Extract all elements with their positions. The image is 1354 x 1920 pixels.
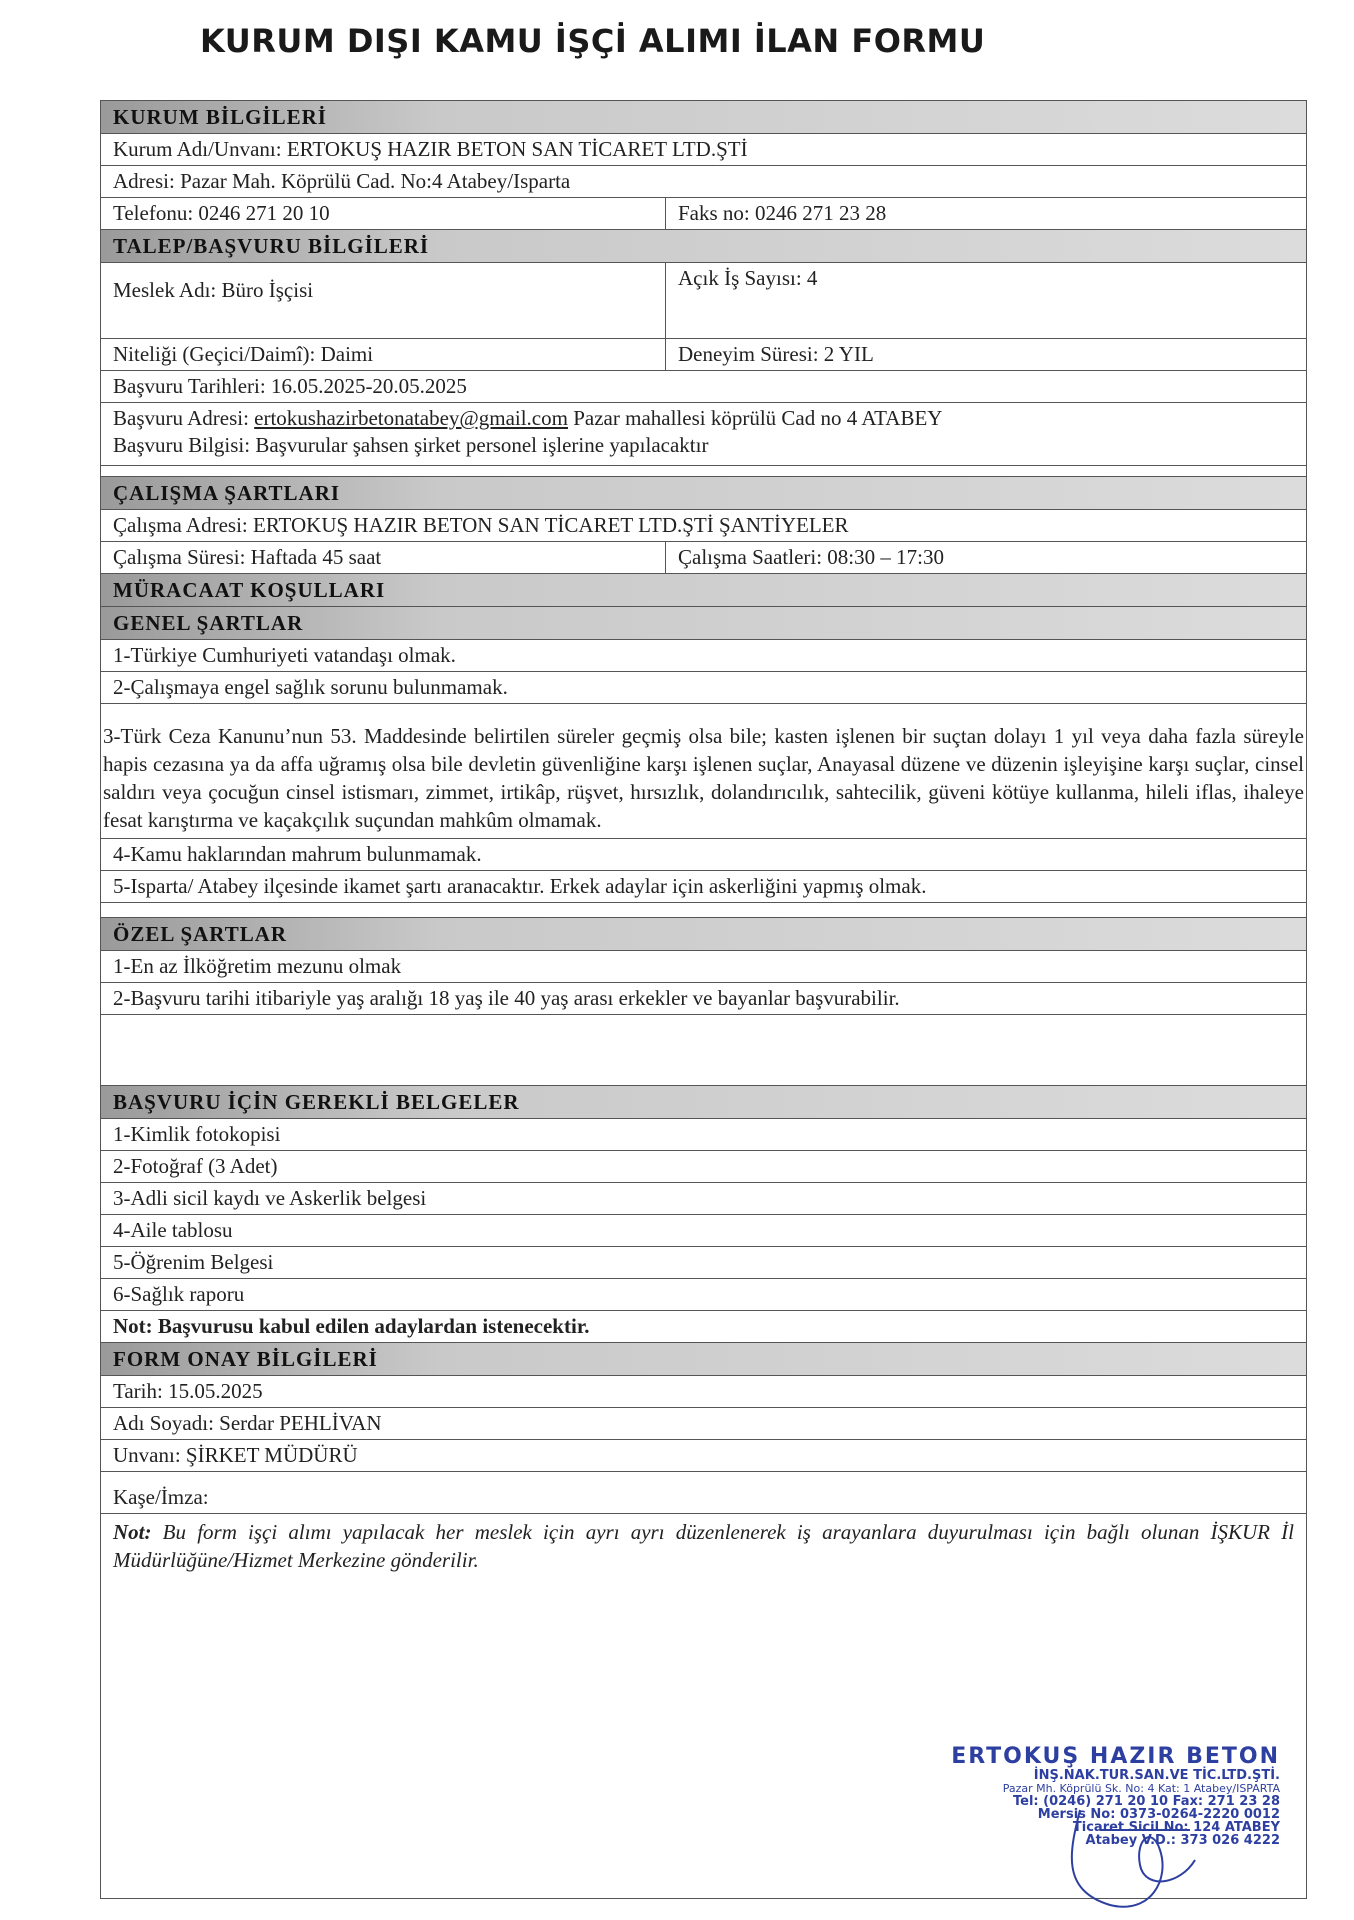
talep-meslek-row bbox=[101, 263, 1306, 339]
section-calisma: ÇALIŞMA ŞARTLARI bbox=[101, 477, 1306, 510]
stamp-line6: Atabey V.D.: 373 026 4222 bbox=[1085, 1833, 1280, 1848]
onay-not-text: Bu form işçi alımı yapılacak her meslek için ayrı ayrı düzenlenerek iş arayanlara duyurulması için bağlı olunan İŞKUR İl Müdürlüğüne/Hizmet Merkezine gönderilir. bbox=[113, 1520, 1294, 1572]
form-title: KURUM DIŞI KAMU İŞÇİ ALIMI İLAN FORMU bbox=[200, 22, 986, 60]
belge-1: 1-Kimlik fotokopisi bbox=[101, 1119, 1306, 1151]
talep-adres-rest: Pazar mahallesi köprülü Cad no 4 ATABEY bbox=[567, 406, 943, 430]
stamp-line5: Ticaret Sicil No: 124 ATABEY bbox=[1072, 1820, 1280, 1835]
onay-not-label: Not: bbox=[113, 1520, 152, 1544]
belgeler-not: Not: Başvurusu kabul edilen adaylardan istenecektir. bbox=[101, 1311, 1306, 1343]
signature-icon bbox=[1040, 1790, 1240, 1920]
calisma-sure-row bbox=[101, 542, 1306, 574]
stamp-line4: Mersis No: 0373-0264-2220 0012 bbox=[1037, 1807, 1280, 1822]
job-posting-form bbox=[100, 100, 1307, 1899]
genel-sart-3: 3-Türk Ceza Kanunu’nun 53. Maddesinde belirtilen süreler geçmiş olsa bile; kasten işlenen bir suçtan dolayı 1 yıl veya daha fazla süreyle hapis cezasına ya da affa uğramış olsa bile devletin güvenliğine karşı işlenen suçlar, Anayasal düzene ve düzenin işleyişine karşı suçlar, cinsel saldırı veya çocuğun cinsel istismarı, zimmet, irtikâp, rüşvet, hırsızlık, dolandırıcılık, sahtecilik, güveni kötüye kullanma, hileli iflas, ihaleye fesat karıştırma ve kaçakçılık suçundan mahkûm olmamak. bbox=[101, 704, 1306, 839]
belge-5: 5-Öğrenim Belgesi bbox=[101, 1247, 1306, 1279]
section-ozel-sartlar: ÖZEL ŞARTLAR bbox=[101, 918, 1306, 951]
belge-6: 6-Sağlık raporu bbox=[101, 1279, 1306, 1311]
talep-niteligi: Niteliği (Geçici/Daimî): Daimi bbox=[101, 339, 666, 370]
onay-not bbox=[101, 1514, 1306, 1578]
kurum-faks: Faks no: 0246 271 23 28 bbox=[678, 201, 887, 225]
talep-acik-is: Açık İş Sayısı: 4 bbox=[678, 266, 818, 290]
talep-tarihler: Başvuru Tarihleri: 16.05.2025-20.05.2025 bbox=[101, 371, 1306, 403]
section-kurum: KURUM BİLGİLERİ bbox=[101, 101, 1306, 134]
talep-adres bbox=[113, 405, 1294, 432]
talep-meslek: Meslek Adı: Büro İşçisi bbox=[101, 263, 666, 338]
talep-bilgi: Başvuru Bilgisi: Başvurular şahsen şirket personel işlerine yapılacaktır bbox=[113, 433, 709, 457]
ozel-sart-2: 2-Başvuru tarihi itibariyle yaş aralığı 18 yaş ile 40 yaş arası erkekler ve bayanlar başvurabilir. bbox=[101, 983, 1306, 1015]
genel-sart-4: 4-Kamu haklarından mahrum bulunmamak. bbox=[101, 839, 1306, 871]
talep-email-link[interactable]: ertokushazirbetonatabey@gmail.com bbox=[254, 406, 568, 430]
stamp-line2: Pazar Mh. Köprülü Sk. No: 4 Kat: 1 Atabey/ISPARTA bbox=[1002, 1782, 1280, 1795]
talep-deneyim: Deneyim Süresi: 2 YIL bbox=[678, 342, 874, 366]
section-belgeler: BAŞVURU İÇİN GEREKLİ BELGELER bbox=[101, 1086, 1306, 1119]
kurum-adres: Adresi: Pazar Mah. Köprülü Cad. No:4 Atabey/Isparta bbox=[101, 166, 1306, 198]
stamp-line3: Tel: (0246) 271 20 10 Fax: 271 23 28 bbox=[1013, 1794, 1280, 1809]
genel-sart-1: 1-Türkiye Cumhuriyeti vatandaşı olmak. bbox=[101, 640, 1306, 672]
calisma-sure: Çalışma Süresi: Haftada 45 saat bbox=[101, 542, 666, 573]
talep-nitelik-row bbox=[101, 339, 1306, 371]
section-talep: TALEP/BAŞVURU BİLGİLERİ bbox=[101, 230, 1306, 263]
section-muracaat: MÜRACAAT KOŞULLARI bbox=[101, 574, 1306, 607]
stamp-name: ERTOKUŞ HAZIR BETON bbox=[951, 1744, 1280, 1769]
spacer bbox=[101, 466, 1306, 477]
talep-adres-label: Başvuru Adresi: bbox=[113, 406, 255, 430]
section-onay: FORM ONAY BİLGİLERİ bbox=[101, 1343, 1306, 1376]
onay-tarih: Tarih: 15.05.2025 bbox=[101, 1376, 1306, 1408]
kurum-telefon: Telefonu: 0246 271 20 10 bbox=[101, 198, 666, 229]
ozel-sart-1: 1-En az İlköğretim mezunu olmak bbox=[101, 951, 1306, 983]
section-genel-sartlar: GENEL ŞARTLAR bbox=[101, 607, 1306, 640]
belge-2: 2-Fotoğraf (3 Adet) bbox=[101, 1151, 1306, 1183]
genel-sart-2: 2-Çalışmaya engel sağlık sorunu bulunmamak. bbox=[101, 672, 1306, 704]
kurum-adi: Kurum Adı/Unvanı: ERTOKUŞ HAZIR BETON SAN TİCARET LTD.ŞTİ bbox=[101, 134, 1306, 166]
kurum-contact-row bbox=[101, 198, 1306, 230]
onay-adi: Adı Soyadı: Serdar PEHLİVAN bbox=[101, 1408, 1306, 1440]
belge-4: 4-Aile tablosu bbox=[101, 1215, 1306, 1247]
onay-unvan: Unvanı: ŞİRKET MÜDÜRÜ bbox=[101, 1440, 1306, 1472]
calisma-saatler: Çalışma Saatleri: 08:30 – 17:30 bbox=[678, 545, 944, 569]
genel-sart-5: 5-Isparta/ Atabey ilçesinde ikamet şartı aranacaktır. Erkek adaylar için askerliğini yapmış olmak. bbox=[101, 871, 1306, 903]
belge-3: 3-Adli sicil kaydı ve Askerlik belgesi bbox=[101, 1183, 1306, 1215]
calisma-adres: Çalışma Adresi: ERTOKUŞ HAZIR BETON SAN TİCARET LTD.ŞTİ ŞANTİYELER bbox=[101, 510, 1306, 542]
stamp-line1: İNŞ.NAK.TUR.SAN.VE TİC.LTD.ŞTİ. bbox=[1033, 1768, 1280, 1783]
onay-kase: Kaşe/İmza: bbox=[101, 1472, 1306, 1514]
spacer bbox=[101, 1015, 1306, 1086]
talep-adres-bilgi bbox=[101, 403, 1306, 466]
spacer bbox=[101, 903, 1306, 918]
